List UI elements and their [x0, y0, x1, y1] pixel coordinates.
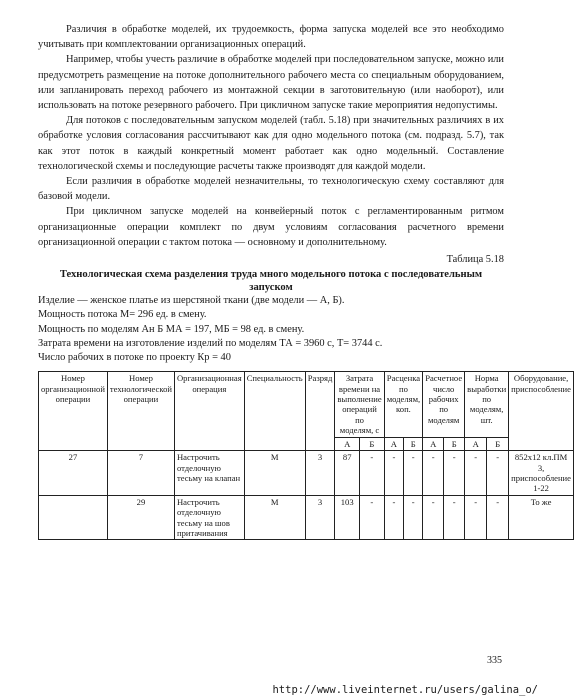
- header-rank: Разряд: [305, 372, 335, 451]
- cell-operation: Настрочить отделочную тесьму на шов притачивания: [174, 495, 244, 540]
- cell-norm-b: -: [487, 451, 509, 496]
- cell-workers-a: -: [423, 451, 444, 496]
- cell-workers-b: -: [444, 495, 465, 540]
- header-equipment: Оборудование, приспособление: [509, 372, 574, 451]
- header-org-op: Номер организационной операции: [39, 372, 108, 451]
- cell-price-b: -: [404, 451, 423, 496]
- table-header-row: [39, 372, 574, 437]
- header-time: Затрата времени на выполнение операций по моделям, с: [335, 372, 384, 437]
- header-tech-op: Номер технологической операции: [107, 372, 174, 451]
- cell-tech: 29: [107, 495, 174, 540]
- watermark-url: http://www.liveinternet.ru/users/galina_o/: [272, 684, 538, 696]
- cell-time-a: 87: [335, 451, 360, 496]
- table-row: [39, 495, 574, 540]
- paragraph-4: Если различия в обработке моделей незначительны, то технологическую схему составляют для базовой модели.: [38, 176, 504, 203]
- document-page: [38, 22, 571, 540]
- cell-equipment: 852х12 кл.ПМ 3, приспособление 1-22: [509, 451, 574, 496]
- cell-price-b: -: [404, 495, 423, 540]
- paragraph-1: Различия в обработке моделей, их трудоемкость, форма запуска моделей все это необходимо учитывать при комплектовании организационных операций.: [38, 24, 504, 51]
- subheader-b: Б: [404, 437, 423, 450]
- paragraph-3: Для потоков с последовательным запуском моделей (табл. 5.18) при значительных различиях в их обработке условия согласования рассчитывают как для одно модельного потока (см. подразд. 5.7), так как этот поток в каждый конкретный момент работает как одно модельный. Составление технологической схемы и последующие расчеты также производят для каждой модели.: [38, 115, 504, 172]
- cell-equipment: То же: [509, 495, 574, 540]
- subheader-b: Б: [360, 437, 385, 450]
- cell-rank: 3: [305, 495, 335, 540]
- header-operation: Организационная операция: [174, 372, 244, 451]
- info-line-workers: Число рабочих в потоке по проекту Кр = 40: [38, 352, 231, 364]
- cell-org: [39, 495, 108, 540]
- tech-scheme-table: [38, 371, 574, 540]
- subheader-a: А: [335, 437, 360, 450]
- cell-norm-a: -: [465, 451, 487, 496]
- cell-workers-a: -: [423, 495, 444, 540]
- info-line-time: Затрата времени на изготовление изделий по моделям ТА = 3960 с, Т= 3744 с.: [38, 337, 383, 349]
- subheader-b: Б: [444, 437, 465, 450]
- cell-tech: 7: [107, 451, 174, 496]
- cell-norm-b: -: [487, 495, 509, 540]
- cell-time-a: 103: [335, 495, 360, 540]
- cell-rank: 3: [305, 451, 335, 496]
- table-label: Таблица 5.18: [446, 254, 504, 266]
- cell-time-b: -: [360, 451, 385, 496]
- table-title: Технологическая схема разделения труда много модельного потока с последовательным запуском: [59, 269, 483, 294]
- header-workers: Расчетное число рабочих по моделям: [423, 372, 465, 437]
- cell-time-b: -: [360, 495, 385, 540]
- subheader-a: А: [384, 437, 403, 450]
- info-line-capacity: Мощность потока М= 296 ед. в смену.: [38, 309, 207, 321]
- header-specialty: Специальность: [244, 372, 305, 451]
- subheader-a: А: [465, 437, 487, 450]
- table-row: [39, 451, 574, 496]
- header-norm: Норма выработки по моделям, шт.: [465, 372, 509, 437]
- info-line-product: Изделие — женское платье из шерстяной ткани (две модели — А, Б).: [38, 295, 345, 307]
- page-number: 335: [487, 655, 502, 666]
- header-price: Расценка по моделям, коп.: [384, 372, 423, 437]
- cell-workers-b: -: [444, 451, 465, 496]
- cell-price-a: -: [384, 451, 403, 496]
- cell-org: 27: [39, 451, 108, 496]
- cell-spec: М: [244, 451, 305, 496]
- cell-price-a: -: [384, 495, 403, 540]
- info-line-model-capacity: Мощность по моделям Ан Б МА = 197, МБ = 98 ед. в смену.: [38, 323, 305, 335]
- paragraph-2: Например, чтобы учесть различие в обработке моделей при последовательном запуске, можно или предусмотреть размещение на потоке дополнительного рабочего места со специальным оборудованием, или запланировать переход рабочего из монтажной секции в заготовительную (или наоборот), или использовать на потоке резервного рабочего. При цикличном запуске такие мероприятия недопустимы.: [38, 54, 504, 112]
- subheader-a: А: [423, 437, 444, 450]
- subheader-b: Б: [487, 437, 509, 450]
- paragraph-5: При цикличном запуске моделей на конвейерный поток с регламентированным ритмом организационные операции комплект по двум условиям согласования расчетного времени организационной операции с тактом потока — основному и дополнительному.: [38, 206, 504, 248]
- cell-spec: М: [244, 495, 305, 540]
- cell-norm-a: -: [465, 495, 487, 540]
- cell-operation: Настрочить отделочную тесьму на клапан: [174, 451, 244, 496]
